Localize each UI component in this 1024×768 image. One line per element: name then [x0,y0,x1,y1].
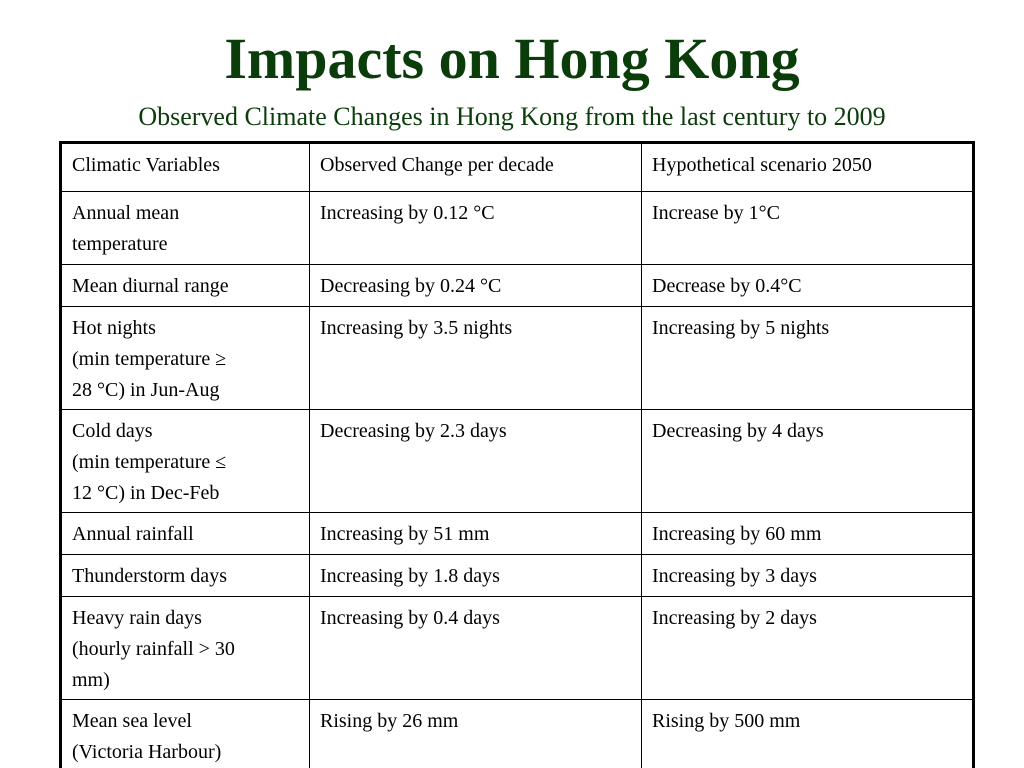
table-row [61,700,974,768]
cell-observed: Increasing by 51 mm [310,513,642,555]
cell-scenario: Rising by 500 mm [642,700,974,768]
cell-scenario: Increasing by 60 mm [642,513,974,555]
cell-scenario: Increase by 1°C [642,192,974,265]
table-row [61,597,974,700]
header-cell-variable: Climatic Variables [61,143,310,192]
cell-variable: Annual rainfall [61,513,310,555]
page-subtitle: Observed Climate Changes in Hong Kong from the last century to 2009 [138,102,886,131]
cell-observed: Rising by 26 mm [310,700,642,768]
cell-scenario: Increasing by 2 days [642,597,974,700]
cell-variable: Cold days (min temperature ≤ 12 °C) in Dec-Feb [61,410,310,513]
cell-scenario: Decreasing by 4 days [642,410,974,513]
header-cell-observed: Observed Change per decade [310,143,642,192]
cell-variable: Mean diurnal range [61,265,310,307]
cell-scenario: Increasing by 3 days [642,555,974,597]
cell-observed: Increasing by 0.4 days [310,597,642,700]
table-row [61,410,974,513]
cell-variable: Hot nights (min temperature ≥ 28 °C) in Jun-Aug [61,307,310,410]
cell-observed: Decreasing by 0.24 °C [310,265,642,307]
climate-changes-table [59,141,975,768]
cell-observed: Decreasing by 2.3 days [310,410,642,513]
climate-table-container [59,141,972,768]
table-row [61,192,974,265]
table-row [61,265,974,307]
cell-variable: Heavy rain days (hourly rainfall > 30 mm) [61,597,310,700]
table-header-row [61,143,974,192]
cell-observed: Increasing by 0.12 °C [310,192,642,265]
cell-scenario: Decrease by 0.4°C [642,265,974,307]
table-row [61,513,974,555]
cell-variable: Thunderstorm days [61,555,310,597]
cell-scenario: Increasing by 5 nights [642,307,974,410]
cell-observed: Increasing by 1.8 days [310,555,642,597]
cell-variable: Annual mean temperature [61,192,310,265]
table-row [61,307,974,410]
table-row [61,555,974,597]
cell-variable: Mean sea level (Victoria Harbour) [61,700,310,768]
header-cell-scenario: Hypothetical scenario 2050 [642,143,974,192]
cell-observed: Increasing by 3.5 nights [310,307,642,410]
page-title: Impacts on Hong Kong [224,26,800,91]
